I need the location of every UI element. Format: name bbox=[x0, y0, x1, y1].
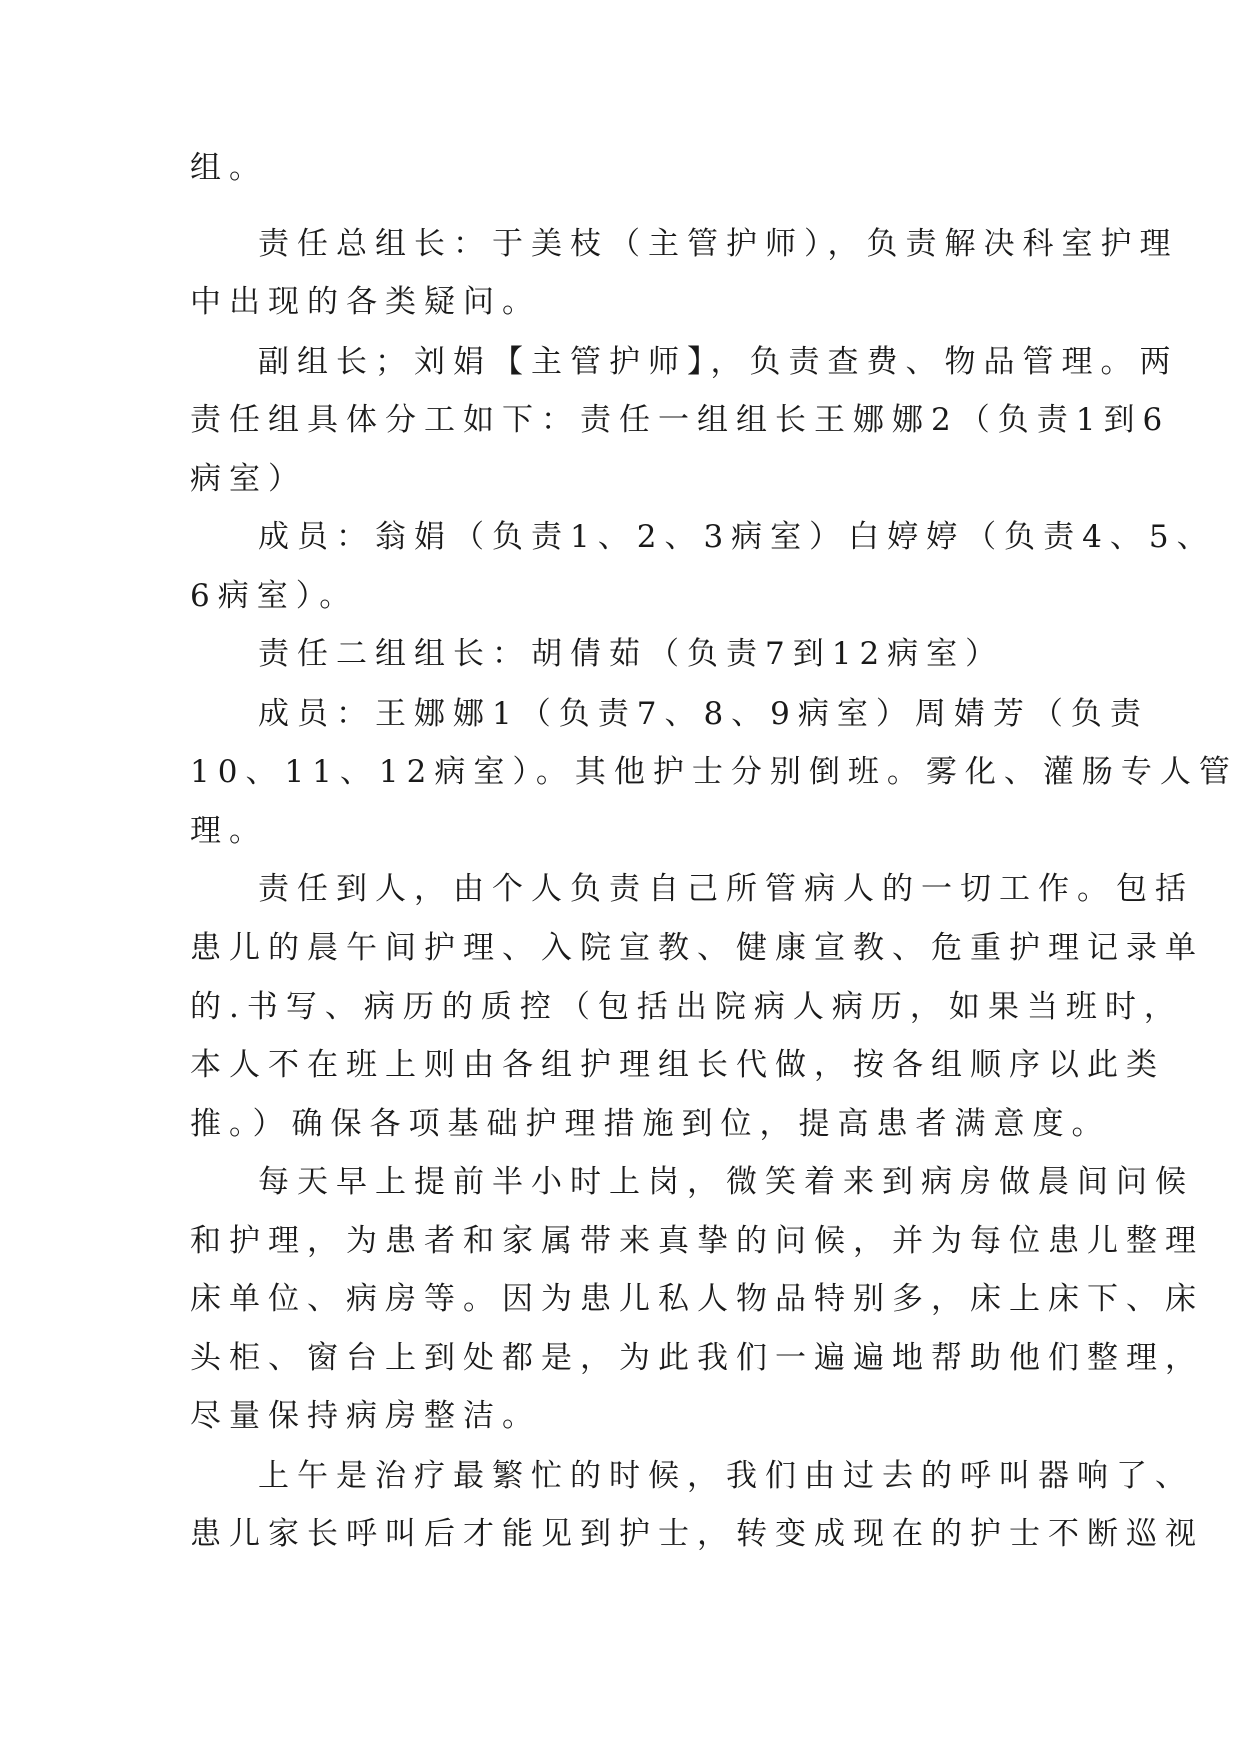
text-line: 和护理，为患者和家属带来真挚的问候，并为每位患儿整理 bbox=[190, 1223, 1204, 1259]
text-line: 推。）确保各项基础护理措施到位，提高患者满意度。 bbox=[190, 1106, 1111, 1142]
text-line: 责任到人，由个人负责自己所管病人的一切工作。包括 bbox=[258, 871, 1194, 907]
text-line: 成员：翁娟（负责1、2、3病室）白婷婷（负责4、5、 bbox=[258, 519, 1216, 555]
text-line: 本人不在班上则由各组护理组长代做，按各组顺序以此类 bbox=[190, 1047, 1165, 1083]
text-line: 责任总组长：于美枝（主管护师），负责解决科室护理 bbox=[258, 226, 1179, 262]
text-line: 副组长；刘娟【主管护师】，负责查费、物品管理。两 bbox=[258, 344, 1179, 380]
text-line: 床单位、病房等。因为患儿私人物品特别多，床上床下、床 bbox=[190, 1281, 1204, 1317]
text-line: 组。 bbox=[190, 150, 268, 186]
text-line: 成员：王娜娜1（负责7、8、9病室）周婧芳（负责 bbox=[258, 696, 1149, 732]
text-line: 患儿家长呼叫后才能见到护士，转变成现在的护士不断巡视 bbox=[190, 1516, 1204, 1552]
text-line: 理。 bbox=[190, 813, 268, 849]
text-line: 上午是治疗最繁忙的时候，我们由过去的呼叫器响了、 bbox=[258, 1458, 1194, 1494]
text-line: 10、11、12病室）。其他护士分别倒班。雾化、灌肠专人管 bbox=[190, 754, 1238, 790]
text-line: 患儿的晨午间护理、入院宣教、健康宣教、危重护理记录单 bbox=[190, 930, 1204, 966]
text-line: 中出现的各类疑问。 bbox=[190, 284, 541, 320]
text-line: 的.书写、病历的质控（包括出院病人病历，如果当班时， bbox=[190, 989, 1183, 1025]
text-line: 头柜、窗台上到处都是，为此我们一遍遍地帮助他们整理， bbox=[190, 1340, 1204, 1376]
text-line: 每天早上提前半小时上岗，微笑着来到病房做晨间问候 bbox=[258, 1164, 1194, 1200]
text-line: 尽量保持病房整洁。 bbox=[190, 1398, 541, 1434]
text-line: 责任组具体分工如下：责任一组组长王娜娜2（负责1到6 bbox=[190, 402, 1171, 438]
text-line: 病室） bbox=[190, 461, 307, 497]
text-line: 6病室）。 bbox=[190, 578, 359, 614]
text-line: 责任二组组长：胡倩茹（负责7到12病室） bbox=[258, 636, 1005, 672]
